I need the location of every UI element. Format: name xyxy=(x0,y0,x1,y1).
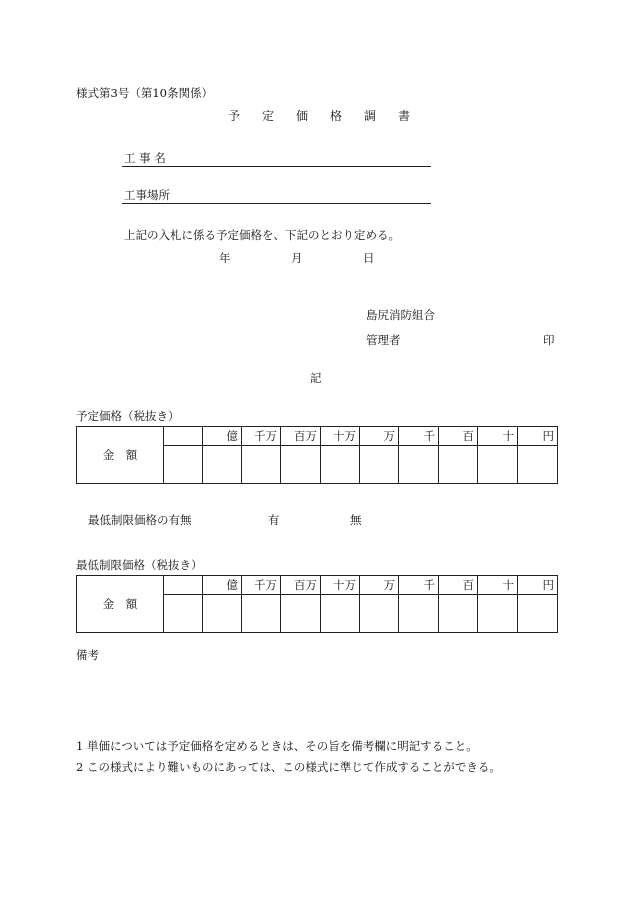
amount-cell[interactable] xyxy=(242,446,281,484)
unit-header: 十 xyxy=(478,576,518,595)
amount-cell[interactable] xyxy=(164,446,203,484)
unit-header: 百万 xyxy=(281,576,321,595)
amount-label: 金 額 xyxy=(102,597,138,611)
date-year-label: 年 xyxy=(219,251,231,265)
unit-header-blank xyxy=(164,427,203,446)
unit-header: 十万 xyxy=(321,427,360,446)
amount-label-cell xyxy=(77,427,164,484)
unit-header: 千万 xyxy=(242,427,281,446)
unit-header: 千 xyxy=(399,576,439,595)
min-price-table xyxy=(76,575,558,633)
ki-heading: 記 xyxy=(310,371,322,385)
amount-cell[interactable] xyxy=(518,446,558,484)
work-place-label: 工事場所 xyxy=(124,188,170,202)
presence-yes[interactable]: 有 xyxy=(268,513,280,527)
amount-cell[interactable] xyxy=(164,595,203,633)
amount-label-cell xyxy=(77,576,164,633)
amount-cell[interactable] xyxy=(399,595,439,633)
unit-header: 万 xyxy=(360,576,399,595)
min-price-presence-label: 最低制限価格の有無 xyxy=(88,513,192,527)
seal-mark: 印 xyxy=(543,333,555,347)
amount-cell[interactable] xyxy=(399,446,439,484)
work-place-underline xyxy=(122,203,431,204)
unit-header: 万 xyxy=(360,427,399,446)
amount-cell[interactable] xyxy=(321,446,360,484)
amount-cell[interactable] xyxy=(321,595,360,633)
unit-header: 円 xyxy=(518,576,558,595)
date-month-label: 月 xyxy=(291,251,303,265)
unit-header: 円 xyxy=(518,427,558,446)
unit-header: 千 xyxy=(399,427,439,446)
planned-price-table xyxy=(76,426,558,484)
unit-header: 百 xyxy=(439,576,478,595)
amount-cell[interactable] xyxy=(439,446,478,484)
unit-header: 千万 xyxy=(242,576,281,595)
work-name-label: 工 事 名 xyxy=(124,151,166,165)
manager-label: 管理者 xyxy=(366,333,401,347)
amount-cell[interactable] xyxy=(478,595,518,633)
amount-cell[interactable] xyxy=(281,595,321,633)
section1-heading: 予定価格（税抜き） xyxy=(76,409,180,423)
amount-cell[interactable] xyxy=(518,595,558,633)
unit-header: 十 xyxy=(478,427,518,446)
note-2: 2 この様式により難いものにあっては、この様式に準じて作成することができる。 xyxy=(76,760,501,774)
statement-text: 上記の入札に係る予定価格を、下記のとおり定める。 xyxy=(124,228,400,242)
section2-heading: 最低制限価格（税抜き） xyxy=(76,558,203,572)
amount-cell[interactable] xyxy=(360,595,399,633)
date-day-label: 日 xyxy=(363,251,375,265)
remarks-label: 備考 xyxy=(76,648,99,662)
work-name-underline xyxy=(122,166,431,167)
amount-cell[interactable] xyxy=(203,446,242,484)
unit-header: 百万 xyxy=(281,427,321,446)
unit-header: 億 xyxy=(203,576,242,595)
unit-header-blank xyxy=(164,576,203,595)
amount-cell[interactable] xyxy=(281,446,321,484)
amount-label: 金 額 xyxy=(102,448,138,462)
presence-no[interactable]: 無 xyxy=(350,513,362,527)
note-1: 1 単価については予定価格を定めるときは、その旨を備考欄に明記すること。 xyxy=(76,739,478,753)
form-number: 様式第3号（第10条関係） xyxy=(76,86,213,100)
amount-cell[interactable] xyxy=(478,446,518,484)
unit-header: 十万 xyxy=(321,576,360,595)
page-title: 予定価格調書 xyxy=(228,109,433,123)
amount-cell[interactable] xyxy=(360,446,399,484)
amount-cell[interactable] xyxy=(242,595,281,633)
unit-header: 百 xyxy=(439,427,478,446)
amount-cell[interactable] xyxy=(439,595,478,633)
org-name: 島尻消防組合 xyxy=(366,308,435,322)
amount-cell[interactable] xyxy=(203,595,242,633)
unit-header: 億 xyxy=(203,427,242,446)
